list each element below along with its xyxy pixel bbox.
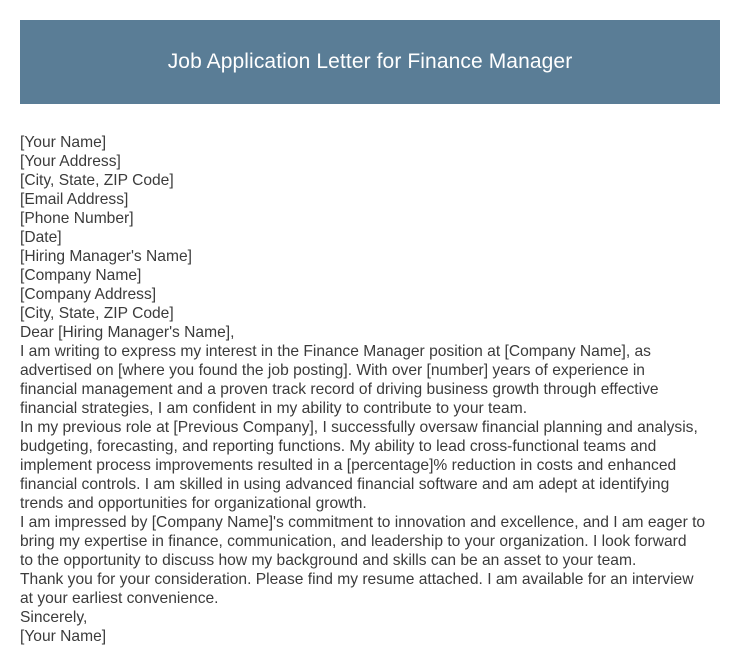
paragraph-experience [20, 418, 725, 513]
paragraph-thanks [20, 570, 725, 608]
letter-body [20, 133, 725, 646]
salutation: Dear [Hiring Manager's Name], [20, 324, 235, 341]
sender-name: [Your Name] [20, 134, 107, 151]
sender-phone: [Phone Number] [20, 210, 134, 227]
paragraph-line: bring my expertise in finance, communication, and leadership to your organization. I look forward [20, 533, 687, 550]
paragraph-intro [20, 342, 725, 418]
sender-email: [Email Address] [20, 191, 129, 208]
recipient-company: [Company Name] [20, 267, 142, 284]
sender-city-state-zip: [City, State, ZIP Code] [20, 172, 174, 189]
signature: [Your Name] [20, 628, 107, 645]
recipient-company-address: [Company Address] [20, 286, 157, 303]
paragraph-line: budgeting, forecasting, and reporting functions. My ability to lead cross-functional teams and [20, 438, 657, 455]
recipient-name: [Hiring Manager's Name] [20, 248, 192, 265]
paragraph-line: trends and opportunities for organizational growth. [20, 495, 367, 512]
paragraph-line: I am writing to express my interest in the Finance Manager position at [Company Name], as [20, 343, 651, 360]
paragraph-line: Thank you for your consideration. Please find my resume attached. I am available for an interview [20, 571, 694, 588]
recipient-city-state-zip: [City, State, ZIP Code] [20, 305, 174, 322]
paragraph-line: I am impressed by [Company Name]'s commitment to innovation and excellence, and I am eager to [20, 514, 706, 531]
paragraph-line: financial controls. I am skilled in using advanced financial software and am adept at identifying [20, 476, 670, 493]
letter-date: [Date] [20, 229, 62, 246]
address-block [20, 133, 725, 323]
paragraph-line: to the opportunity to discuss how my background and skills can be an asset to your team. [20, 552, 637, 569]
sender-address: [Your Address] [20, 153, 121, 170]
paragraph-line: at your earliest convenience. [20, 590, 219, 607]
closing: Sincerely, [20, 609, 88, 626]
paragraph-line: financial management and a proven track record of driving business growth through effective [20, 381, 659, 398]
paragraph-line: In my previous role at [Previous Company], I successfully oversaw financial planning and analysis, [20, 419, 698, 436]
paragraph-line: advertised on [where you found the job posting]. With over [number] years of experience in [20, 362, 645, 379]
paragraph-line: implement process improvements resulted in a [percentage]% reduction in costs and enhanced [20, 457, 677, 474]
paragraph-line: financial strategies, I am confident in my ability to contribute to your team. [20, 400, 528, 417]
page-title: Job Application Letter for Finance Manager [167, 50, 573, 73]
title-banner [20, 20, 720, 104]
paragraph-motivation [20, 513, 725, 570]
